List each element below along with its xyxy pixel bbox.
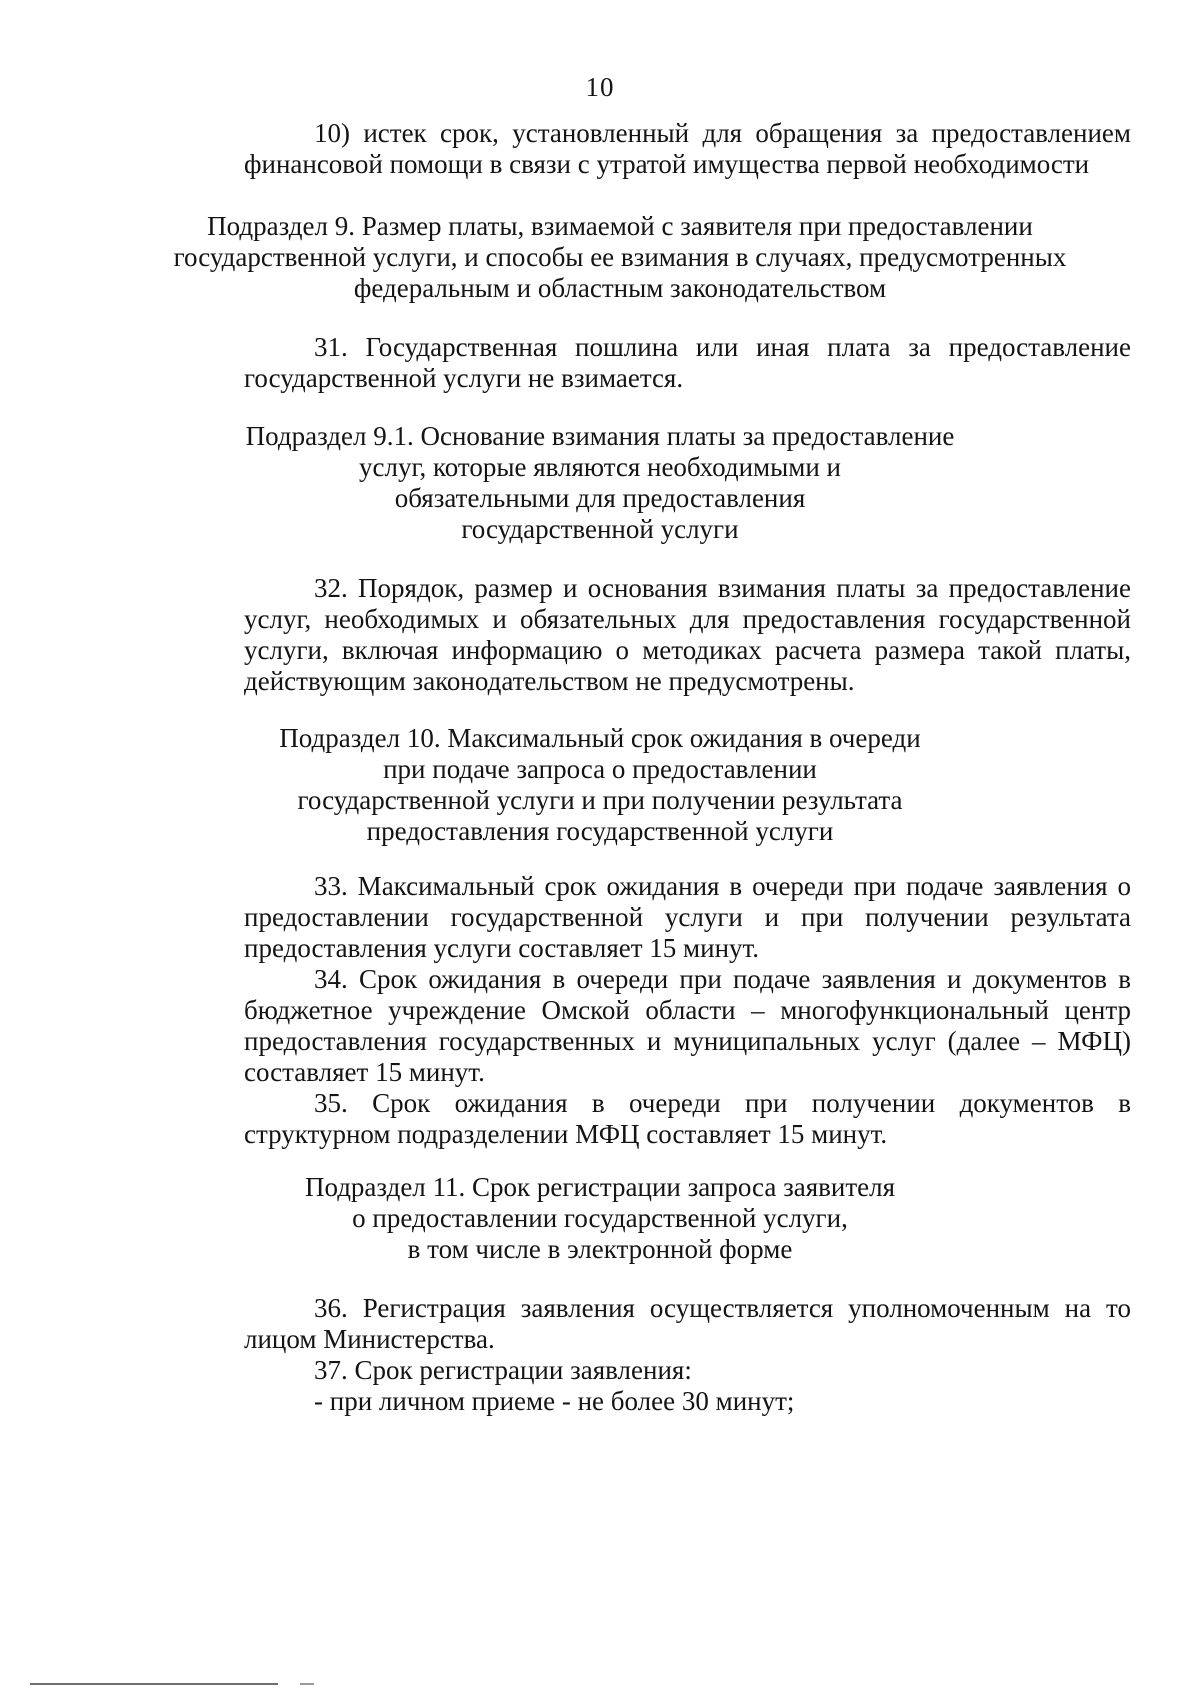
heading-subsection-9: [150, 211, 1090, 304]
paragraph-35: [174, 1088, 1131, 1150]
page-number: 10: [585, 72, 615, 102]
paragraph-line: предоставлении государственной услуги и при получении результата: [244, 902, 1131, 932]
footer-rule: [30, 1683, 278, 1685]
paragraph-line: предоставления государственных и муниципальных услуг (далее – МФЦ): [244, 1026, 1131, 1056]
heading-line: при подаче запроса о предоставлении: [383, 754, 817, 784]
list-item-dash: - при личном приеме - не более 30 минут;: [314, 1386, 795, 1416]
paragraph-line: государственной услуги не взимается.: [244, 363, 684, 393]
heading-line: о предоставлении государственной услуги,: [352, 1203, 848, 1233]
heading-line: государственной услуги и при получении результата: [297, 785, 903, 815]
paragraph-line: 33. Максимальный срок ожидания в очереди при подаче заявления о: [314, 871, 1131, 901]
paragraph-line: 37. Срок регистрации заявления:: [314, 1355, 692, 1385]
heading-subsection-9-1: [140, 421, 1060, 545]
paragraph-line: 35. Срок ожидания в очереди при получении документов в: [314, 1088, 1131, 1118]
paragraph-31: [174, 332, 1131, 394]
heading-line: услуг, которые являются необходимыми и: [359, 452, 841, 482]
paragraph-line: 34. Срок ожидания в очереди при подаче заявления и документов в: [314, 964, 1131, 994]
paragraph-line: 31. Государственная пошлина или иная плата за предоставление: [314, 332, 1131, 362]
paragraph-line: услуг, необходимых и обязательных для предоставления государственной: [244, 604, 1131, 634]
heading-subsection-11: [140, 1172, 1060, 1265]
paragraph-line: действующим законодательством не предусмотрены.: [244, 666, 855, 696]
heading-line: федеральным и областным законодательством: [353, 273, 887, 303]
heading-line: Подраздел 11. Срок регистрации запроса заявителя: [304, 1172, 896, 1202]
paragraph-line: составляет 15 минут.: [244, 1057, 485, 1087]
footer-rule-mark: [300, 1683, 314, 1685]
heading-line: государственной услуги: [461, 514, 739, 544]
heading-line: обязательными для предоставления: [394, 483, 806, 513]
paragraph-line: бюджетное учреждение Омской области – многофункциональный центр: [244, 995, 1131, 1025]
heading-line: предоставления государственной услуги: [366, 816, 834, 846]
paragraph-line: лицом Министерства.: [244, 1324, 495, 1354]
heading-line: Подраздел 9. Размер платы, взимаемой с заявителя при предоставлении: [207, 211, 1033, 241]
paragraph-33: [174, 871, 1131, 964]
paragraph-36: [174, 1293, 1131, 1355]
heading-line: государственной услуги, и способы ее взимания в случаях, предусмотренных: [173, 242, 1067, 272]
heading-subsection-10: [140, 723, 1060, 847]
list-item-10-line-1: 10) истек срок, установленный для обращения за предоставлением: [314, 118, 1131, 148]
heading-line: Подраздел 9.1. Основание взимания платы за предоставление: [245, 421, 955, 451]
paragraph-line: услуги, включая информацию о методиках расчета размера такой платы,: [244, 635, 1131, 665]
paragraph-32: [174, 573, 1131, 697]
paragraph-37: [174, 1355, 1131, 1417]
paragraph-line: 36. Регистрация заявления осуществляется уполномоченным на то: [314, 1293, 1131, 1323]
paragraph-34: [174, 964, 1131, 1088]
paragraph-line: 32. Порядок, размер и основания взимания платы за предоставление: [314, 573, 1131, 603]
paragraph-line: предоставления услуги составляет 15 минут.: [244, 933, 760, 963]
paragraph-line: структурном подразделении МФЦ составляет 15 минут.: [244, 1119, 888, 1149]
heading-line: Подраздел 10. Максимальный срок ожидания в очереди: [279, 723, 921, 753]
list-item-10-line-2: финансовой помощи в связи с утратой имущества первой необходимости: [244, 149, 1090, 179]
heading-line: в том числе в электронной форме: [407, 1234, 793, 1264]
list-item-10: [174, 118, 1131, 180]
